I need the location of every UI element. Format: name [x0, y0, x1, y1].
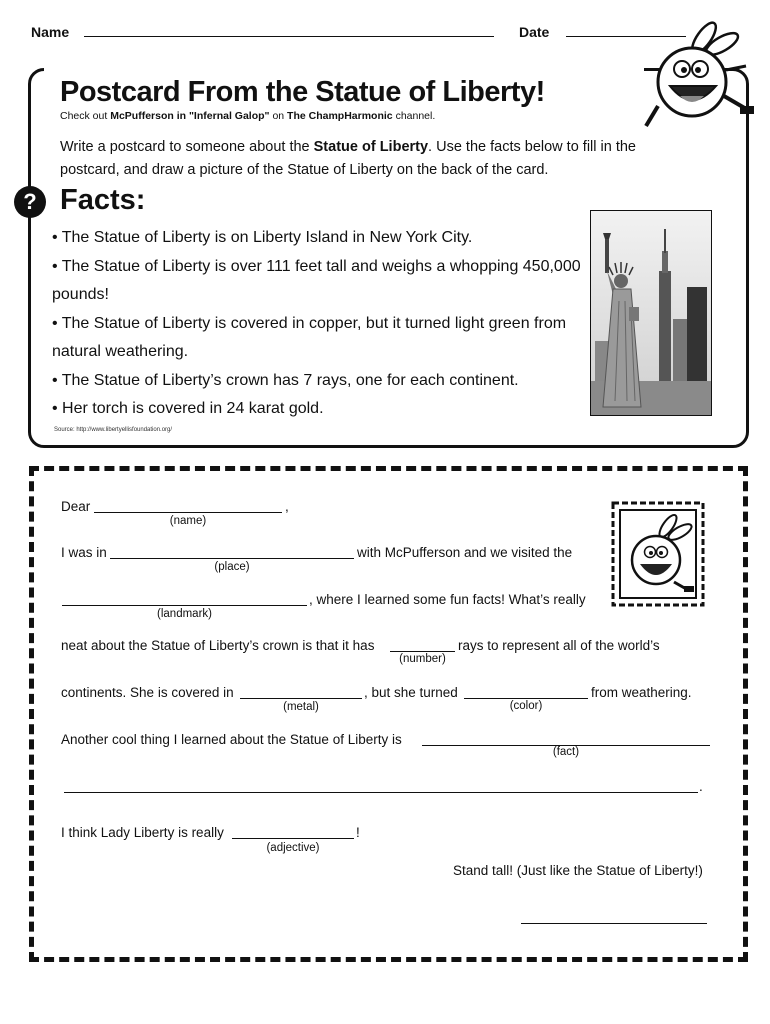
number-hint: (number) [399, 653, 446, 665]
channel-name: The ChampHarmonic [287, 110, 393, 122]
name-blank[interactable] [94, 512, 282, 513]
place-blank[interactable] [110, 558, 354, 559]
instructions: Write a postcard to someone about the Statue of Liberty. Use the facts below to fill in the postcard, and draw a picture of the Statue of Liberty on the back of the card. [60, 139, 636, 178]
adjective-hint: (adjective) [266, 842, 320, 854]
name-field[interactable] [84, 36, 494, 37]
place-hint: (place) [214, 561, 250, 573]
worksheet-title: Postcard From the Statue of Liberty! [60, 76, 545, 108]
worksheet-subtitle: Check out McPufferson in "Infernal Galop" on The ChampHarmonic channel. [60, 110, 436, 122]
metal-blank[interactable] [240, 698, 362, 699]
name-hint: (name) [169, 515, 207, 527]
continents-text: continents. She is covered in [61, 685, 234, 700]
question-icon: ? [14, 186, 46, 218]
i-think-text: I think Lady Liberty is really [61, 825, 224, 840]
where-learned-text: , where I learned some fun facts! What’s really [309, 592, 586, 607]
crown-text: neat about the Statue of Liberty’s crown is that it has [61, 638, 375, 653]
period-text: . [699, 779, 703, 794]
fact-item: • The Statue of Liberty is covered in copper, but it turned light green from natural weathering. [52, 314, 567, 360]
rays-text: rays to represent all of the world’s [458, 638, 660, 653]
color-hint: (color) [509, 700, 543, 712]
but-turned-text: , but she turned [364, 685, 458, 700]
source-citation: Source: http://www.libertyellisfoundation.org/ [54, 427, 173, 433]
dear-text: Dear [61, 499, 91, 514]
show-title: McPufferson in "Infernal Galop" [110, 110, 270, 122]
comma-text: , [285, 499, 289, 514]
fact-item: • The Statue of Liberty’s crown has 7 rays, one for each continent. [52, 371, 519, 389]
fact-blank-continued[interactable] [64, 792, 698, 793]
color-blank[interactable] [464, 698, 588, 699]
adjective-blank[interactable] [232, 838, 354, 839]
metal-hint: (metal) [283, 701, 319, 713]
signature-blank[interactable] [521, 923, 707, 924]
closing-text: Stand tall! (Just like the Statue of Liberty!) [453, 863, 703, 878]
date-label: Date [519, 24, 550, 40]
fact-item: • The Statue of Liberty is over 111 feet tall and weighs a whopping 450,000 pounds! [52, 257, 581, 303]
stamp-icon [610, 500, 706, 608]
mascot-icon [632, 14, 760, 134]
from-weathering-text: from weathering. [591, 685, 692, 700]
fact-item: • Her torch is covered in 24 karat gold. [52, 400, 324, 417]
facts-heading: Facts: [60, 184, 146, 216]
fact-hint: (fact) [552, 746, 580, 758]
i-was-in-text: I was in [61, 545, 107, 560]
number-blank[interactable] [390, 651, 455, 652]
with-mcpufferson-text: with McPufferson and we visited the [357, 545, 573, 560]
landmark-blank[interactable] [62, 605, 307, 606]
name-label: Name [31, 24, 70, 40]
landmark-hint: (landmark) [157, 608, 212, 620]
statue-of-liberty-photo [590, 210, 712, 416]
facts-list [52, 224, 582, 424]
exclaim-text: ! [356, 825, 360, 840]
fact-item: • The Statue of Liberty is on Liberty Island in New York City. [52, 229, 473, 246]
another-cool-text: Another cool thing I learned about the Statue of Liberty is [61, 732, 402, 747]
